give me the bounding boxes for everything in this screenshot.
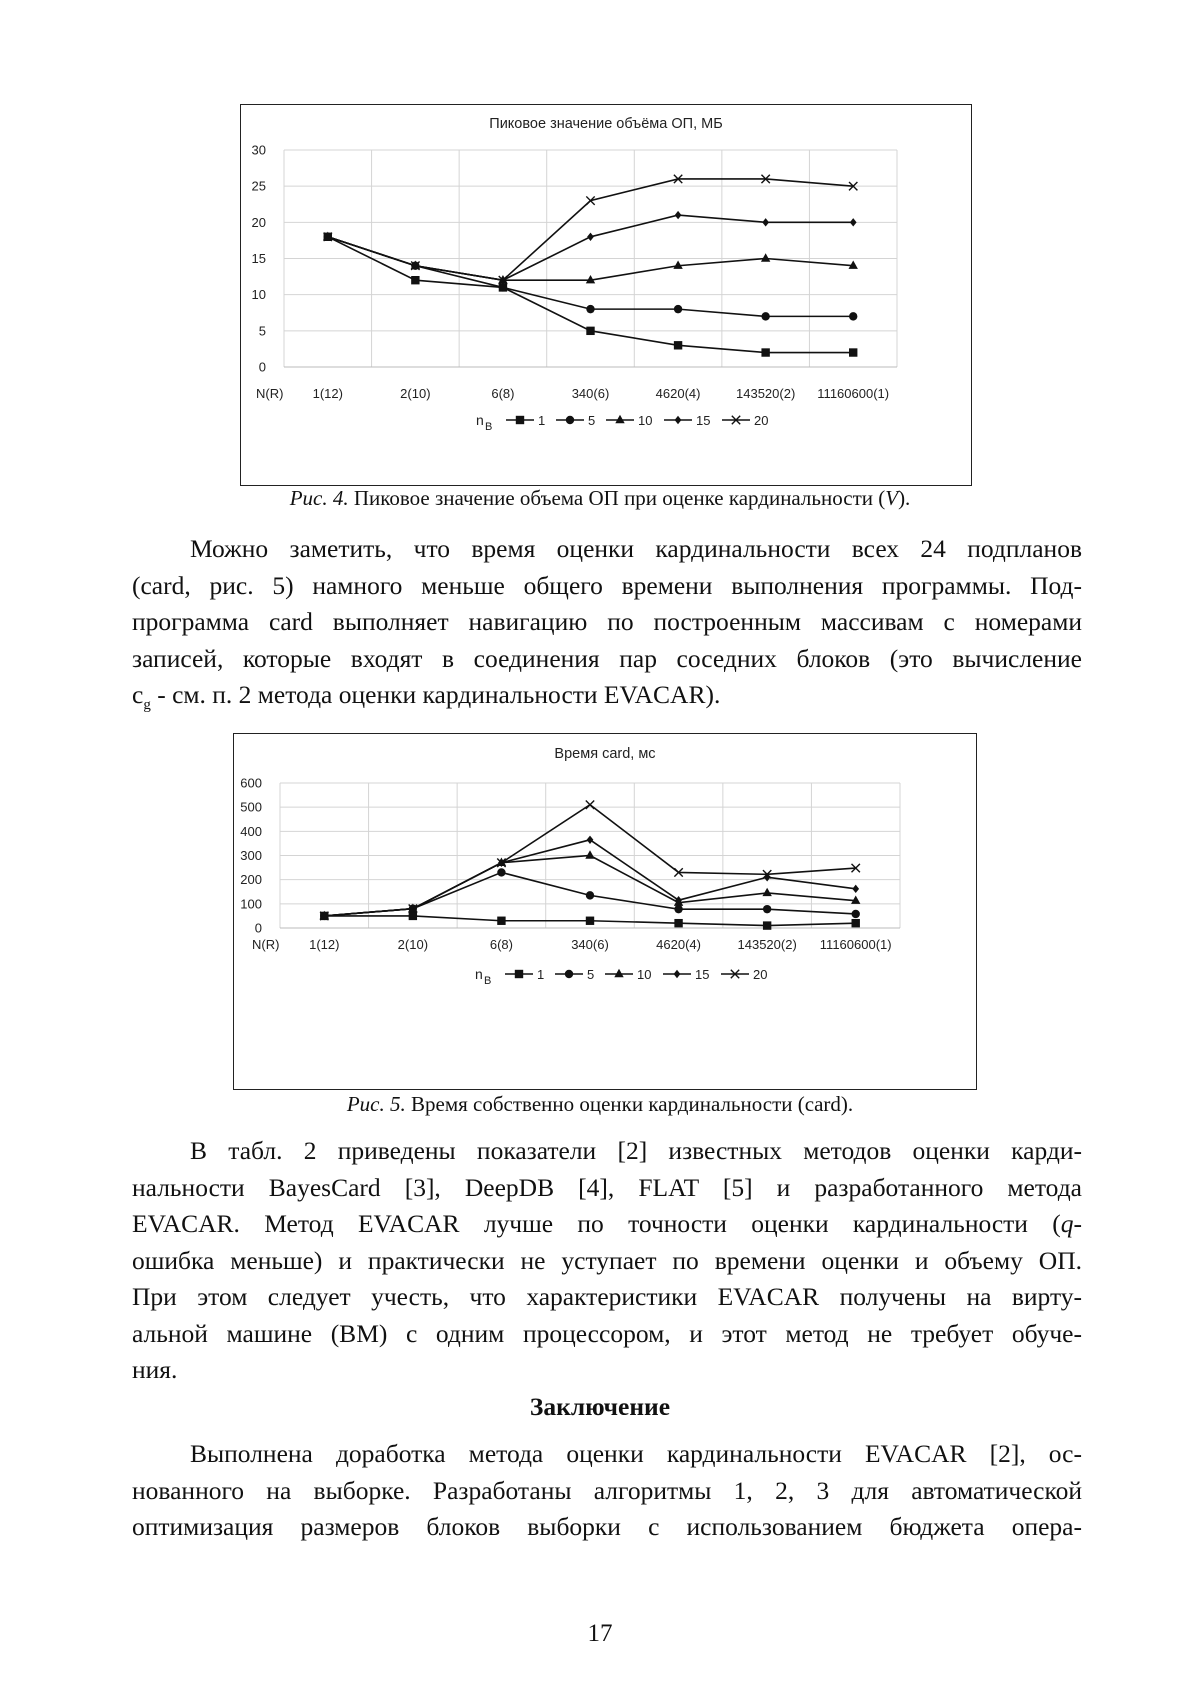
series-20 — [324, 175, 858, 285]
legend-marker — [515, 970, 523, 978]
data-point — [849, 312, 857, 320]
page-number: 17 — [587, 1620, 613, 1647]
data-point — [849, 348, 857, 356]
x-tick-label: 1(12) — [312, 386, 343, 401]
paragraph-2-line: альной машине (ВМ) с одним процессором, и этот метод не требует обуче- — [132, 1318, 1082, 1348]
paragraph-2-line3-text: EVACAR. Метод EVACAR лучше по точности оценки кардинальности ( — [132, 1209, 1061, 1238]
legend-marker — [674, 970, 681, 978]
figure-4-caption-text: Пиковое значение объема ОП при оценке кардинальности ( — [348, 486, 886, 510]
x-tick-label: 11160600(1) — [817, 386, 890, 401]
legend-title-subscript: B — [484, 975, 492, 987]
section-heading: Заключение — [529, 1392, 671, 1421]
y-tick-label: 0 — [258, 359, 266, 375]
data-point — [852, 919, 860, 927]
data-point — [763, 921, 771, 929]
y-tick-label: 600 — [240, 775, 262, 791]
series-15 — [321, 836, 859, 921]
paragraph-1-line: Можно заметить, что время оценки кардинальности всех 24 подпланов — [190, 534, 1082, 563]
x-tick-label: 6(8) — [489, 937, 513, 952]
chart-title: Пиковое значение объёма ОП, МБ — [489, 116, 723, 132]
paragraph-1 — [132, 531, 1082, 714]
paragraph-2 — [132, 1133, 1082, 1389]
data-point — [499, 283, 507, 291]
data-point — [852, 910, 860, 918]
legend-marker — [614, 969, 623, 977]
data-point — [675, 211, 682, 219]
paragraph-2-line3-end: - — [1073, 1209, 1082, 1238]
series-1 — [320, 912, 860, 930]
data-point — [763, 905, 771, 913]
data-point — [409, 912, 417, 920]
y-tick-label: 200 — [240, 872, 262, 888]
data-point — [850, 218, 857, 226]
legend-marker — [566, 416, 574, 424]
y-tick-label: 20 — [251, 214, 266, 230]
figure-4-caption — [0, 486, 1200, 511]
x-tick-label: 2(10) — [397, 937, 429, 952]
paragraph-1-line: записей, которые входят в соединения пар соседних блоков (это вычисление — [132, 643, 1082, 673]
x-tick-label: 1(12) — [309, 937, 340, 952]
paragraph-2-line: ошибка меньше) и практически не уступает по времени оценки и объему ОП. — [132, 1245, 1082, 1275]
paragraph-2-line: При этом следует учесть, что характеристики EVACAR получены на вирту- — [132, 1282, 1082, 1311]
data-point — [674, 341, 682, 349]
paragraph-2-line — [132, 1206, 1082, 1243]
y-tick-label: 300 — [240, 848, 262, 863]
y-tick-label: 0 — [254, 920, 262, 936]
legend-label: 5 — [587, 967, 595, 982]
series-line — [328, 215, 853, 280]
series-line — [328, 179, 853, 280]
data-point — [674, 305, 682, 313]
paragraph-3-line: Выполнена доработка метода оценки кардинальности EVACAR [2], ос- — [190, 1439, 1082, 1468]
paragraph-3-line: оптимизация размеров блоков выборки с использованием бюджета опера- — [132, 1512, 1082, 1541]
y-tick-label: 10 — [251, 287, 266, 303]
legend-marker — [516, 416, 524, 424]
legend-label: 15 — [696, 413, 711, 428]
paragraph-3-line: нованного на выборке. Разработаны алгоритмы 1, 2, 3 для автоматической — [132, 1475, 1082, 1505]
x-tick-label: 2(10) — [400, 386, 431, 401]
data-point — [587, 836, 594, 844]
data-point — [587, 233, 594, 241]
figure-4-caption-end: ). — [898, 486, 911, 510]
legend-label: 1 — [537, 967, 545, 982]
x-tick-label: 11160600(1) — [819, 937, 892, 952]
legend-label: 1 — [538, 413, 546, 428]
data-point — [586, 891, 594, 899]
y-tick-label: 30 — [251, 142, 266, 158]
data-point — [762, 888, 771, 896]
data-point — [674, 919, 682, 927]
paragraph-1-last-line — [132, 677, 1082, 714]
chart-legend — [476, 412, 768, 433]
legend-title: n — [475, 966, 483, 982]
figure-5-caption — [0, 1092, 1200, 1117]
y-tick-label: 15 — [251, 251, 266, 266]
series-10 — [320, 850, 861, 919]
figure-5-caption-text: Время собственно оценки кардинальности (card). — [405, 1092, 854, 1116]
legend-marker — [565, 970, 573, 978]
x-tick-label: 6(8) — [491, 386, 515, 401]
data-point — [761, 348, 769, 356]
paragraph-2-line: ния. — [132, 1355, 178, 1384]
legend-label: 5 — [588, 413, 596, 428]
data-point — [586, 305, 594, 313]
series-20 — [320, 801, 860, 921]
figure-4-label: Рис. 4. — [289, 486, 349, 510]
legend-marker — [615, 415, 624, 423]
x-tick-label: 340(6) — [571, 386, 610, 401]
figure-4-svg — [241, 105, 971, 485]
y-tick-label: 25 — [251, 178, 266, 194]
cg-subscript: g — [143, 697, 151, 714]
data-point — [674, 905, 682, 913]
paragraph-1-last-text: - см. п. 2 метода оценки кардинальности EVACAR). — [150, 680, 721, 709]
x-axis-title: N(R) — [256, 386, 284, 401]
data-point — [586, 917, 594, 925]
figure-4-chart — [240, 104, 972, 486]
data-point — [852, 885, 859, 893]
paragraph-2-line: нальности BayesCard [3], DeepDB [4], FLAT [5] и разработанного метода — [132, 1172, 1082, 1202]
x-tick-label: 4620(4) — [656, 937, 701, 952]
chart-title: Время card, мс — [554, 746, 656, 762]
legend-marker — [675, 416, 682, 424]
cg-symbol: c — [132, 680, 144, 709]
figure-5-label: Рис. 5. — [346, 1092, 406, 1116]
x-tick-label: 340(6) — [571, 937, 609, 952]
data-point — [497, 868, 505, 876]
legend-label: 15 — [695, 967, 710, 982]
paragraph-1-line: программа card выполняет навигацию по построенным массивам с номерами — [132, 607, 1082, 636]
y-tick-label: 400 — [240, 823, 262, 839]
data-point — [761, 253, 770, 261]
figure-5-svg — [234, 734, 976, 1089]
legend-title-subscript: B — [485, 421, 493, 433]
data-point — [586, 801, 594, 809]
q-symbol: q — [1060, 1209, 1074, 1238]
series-line — [324, 856, 855, 916]
chart-legend — [475, 966, 767, 987]
data-point — [761, 312, 769, 320]
data-point — [585, 850, 594, 858]
data-point — [411, 276, 419, 284]
x-axis-title: N(R) — [252, 937, 280, 952]
y-tick-label: 500 — [240, 799, 262, 815]
paragraph-1-line: (card, рис. 5) намного меньше общего времени выполнения программы. Под- — [132, 570, 1082, 600]
data-point — [586, 327, 594, 335]
y-tick-label: 100 — [240, 896, 262, 912]
data-point — [762, 218, 769, 226]
paragraph-2-line: В табл. 2 приведены показатели [2] известных методов оценки карди- — [190, 1136, 1082, 1165]
legend-title: n — [476, 412, 484, 428]
legend-label: 10 — [638, 413, 653, 428]
x-tick-label: 143520(2) — [736, 386, 796, 401]
data-point — [497, 917, 505, 925]
figure-4-caption-var: V — [885, 486, 899, 510]
legend-label: 10 — [637, 967, 652, 982]
y-tick-label: 5 — [258, 323, 266, 339]
legend-label: 20 — [753, 967, 768, 982]
legend-label: 20 — [754, 413, 769, 428]
figure-5-chart — [233, 733, 977, 1090]
paragraph-3 — [132, 1436, 1082, 1546]
x-tick-label: 143520(2) — [737, 937, 797, 952]
x-tick-label: 4620(4) — [655, 386, 701, 401]
